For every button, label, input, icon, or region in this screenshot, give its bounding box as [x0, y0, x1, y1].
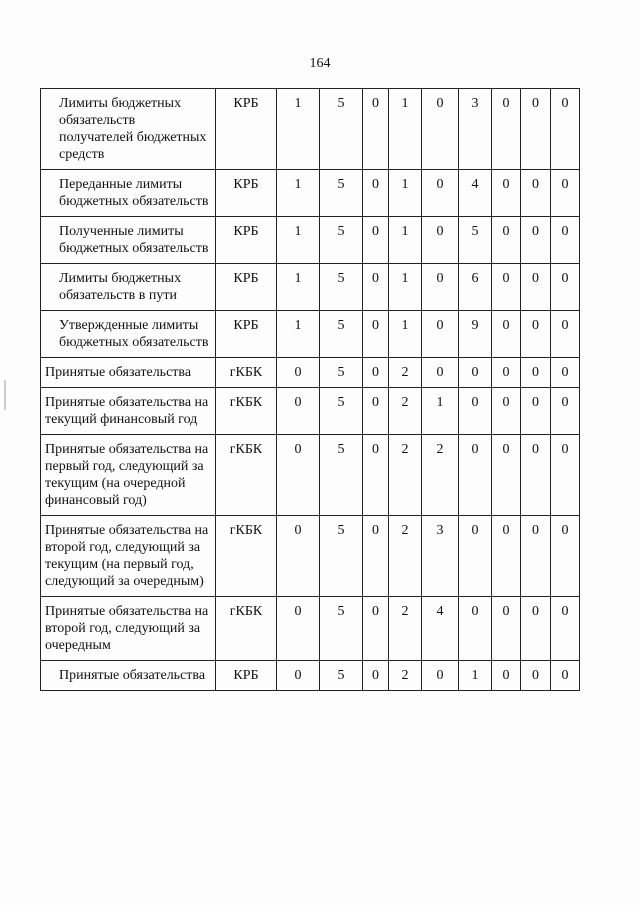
account-digit-cell: 0	[551, 435, 580, 516]
account-digit-cell: 0	[551, 217, 580, 264]
account-digit-cell: 2	[389, 358, 422, 388]
account-digit-cell: 0	[492, 661, 521, 691]
account-digit-cell: 5	[320, 516, 363, 597]
account-digit-cell: 0	[422, 89, 459, 170]
account-digit-cell: 1	[389, 89, 422, 170]
account-digit-cell: 2	[422, 435, 459, 516]
account-digit-cell: 0	[277, 661, 320, 691]
account-name-cell: Переданные лимиты бюджетных обязательств	[41, 170, 216, 217]
account-digit-cell: 0	[422, 661, 459, 691]
account-digit-cell: 0	[363, 264, 389, 311]
account-digit-cell: 2	[389, 435, 422, 516]
account-digit-cell: 5	[320, 264, 363, 311]
account-digit-cell: 0	[277, 435, 320, 516]
scan-edge-mark	[4, 380, 6, 410]
account-code-cell: гКБК	[216, 388, 277, 435]
account-digit-cell: 0	[492, 358, 521, 388]
account-digit-cell: 4	[459, 170, 492, 217]
account-digit-cell: 0	[551, 388, 580, 435]
table-row	[41, 217, 580, 264]
account-digit-cell: 0	[459, 516, 492, 597]
account-name-cell: Принятые обязательства	[41, 358, 216, 388]
account-digit-cell: 0	[277, 358, 320, 388]
account-digit-cell: 1	[389, 311, 422, 358]
account-digit-cell: 0	[551, 516, 580, 597]
table-row	[41, 170, 580, 217]
account-digit-cell: 2	[389, 516, 422, 597]
account-code-cell: КРБ	[216, 170, 277, 217]
account-digit-cell: 0	[492, 388, 521, 435]
account-digit-cell: 0	[363, 170, 389, 217]
account-digit-cell: 0	[363, 597, 389, 661]
account-digit-cell: 1	[277, 311, 320, 358]
account-code-cell: гКБК	[216, 435, 277, 516]
account-digit-cell: 3	[422, 516, 459, 597]
account-digit-cell: 0	[551, 597, 580, 661]
account-code-cell: гКБК	[216, 597, 277, 661]
account-digit-cell: 5	[320, 358, 363, 388]
account-digit-cell: 0	[492, 597, 521, 661]
account-digit-cell: 0	[277, 597, 320, 661]
account-digit-cell: 5	[320, 435, 363, 516]
account-name-cell: Утвержденные лимиты бюджетных обязательств	[41, 311, 216, 358]
account-digit-cell: 0	[492, 516, 521, 597]
account-digit-cell: 0	[551, 358, 580, 388]
account-digit-cell: 0	[363, 516, 389, 597]
account-digit-cell: 0	[492, 435, 521, 516]
table-row	[41, 358, 580, 388]
account-digit-cell: 0	[422, 358, 459, 388]
account-digit-cell: 0	[492, 217, 521, 264]
account-digit-cell: 0	[492, 264, 521, 311]
account-digit-cell: 0	[459, 388, 492, 435]
account-digit-cell: 1	[389, 264, 422, 311]
account-digit-cell: 0	[459, 358, 492, 388]
account-digit-cell: 0	[551, 311, 580, 358]
account-digit-cell: 0	[492, 89, 521, 170]
account-name-cell: Принятые обязательства на второй год, следующий за очередным	[41, 597, 216, 661]
account-digit-cell: 0	[422, 264, 459, 311]
table-row	[41, 661, 580, 691]
account-digit-cell: 0	[363, 388, 389, 435]
account-name-cell: Лимиты бюджетных обязательств в пути	[41, 264, 216, 311]
account-digit-cell: 1	[277, 217, 320, 264]
account-digit-cell: 5	[320, 388, 363, 435]
account-digit-cell: 0	[551, 89, 580, 170]
account-digit-cell: 0	[363, 661, 389, 691]
account-digit-cell: 0	[422, 170, 459, 217]
account-digit-cell: 5	[320, 217, 363, 264]
table-row	[41, 516, 580, 597]
account-digit-cell: 0	[363, 311, 389, 358]
account-digit-cell: 0	[492, 170, 521, 217]
account-digit-cell: 0	[363, 89, 389, 170]
account-digit-cell: 0	[521, 311, 551, 358]
table-row	[41, 597, 580, 661]
account-digit-cell: 0	[521, 597, 551, 661]
account-code-cell: КРБ	[216, 264, 277, 311]
account-name-cell: Принятые обязательства	[41, 661, 216, 691]
account-digit-cell: 2	[389, 597, 422, 661]
account-digit-cell: 0	[422, 311, 459, 358]
account-name-cell: Принятые обязательства на первый год, следующий за текущим (на очередной финансовый год)	[41, 435, 216, 516]
account-digit-cell: 1	[277, 170, 320, 217]
account-name-cell: Принятые обязательства на второй год, следующий за текущим (на первый год, следующий за очередным)	[41, 516, 216, 597]
account-digit-cell: 0	[521, 264, 551, 311]
account-name-cell: Полученные лимиты бюджетных обязательств	[41, 217, 216, 264]
account-digit-cell: 0	[459, 435, 492, 516]
account-digit-cell: 0	[521, 661, 551, 691]
account-digit-cell: 5	[459, 217, 492, 264]
account-digit-cell: 0	[363, 435, 389, 516]
page-number: 164	[309, 56, 331, 71]
account-digit-cell: 5	[320, 170, 363, 217]
account-digit-cell: 3	[459, 89, 492, 170]
account-digit-cell: 4	[422, 597, 459, 661]
account-code-cell: гКБК	[216, 516, 277, 597]
account-code-cell: гКБК	[216, 358, 277, 388]
account-digit-cell: 5	[320, 89, 363, 170]
account-digit-cell: 1	[459, 661, 492, 691]
account-digit-cell: 1	[277, 89, 320, 170]
accounts-table	[40, 88, 580, 691]
account-digit-cell: 9	[459, 311, 492, 358]
account-digit-cell: 0	[459, 597, 492, 661]
account-digit-cell: 5	[320, 661, 363, 691]
account-name-cell: Принятые обязательства на текущий финансовый год	[41, 388, 216, 435]
account-digit-cell: 0	[521, 217, 551, 264]
account-digit-cell: 0	[277, 516, 320, 597]
account-code-cell: КРБ	[216, 89, 277, 170]
account-digit-cell: 0	[492, 311, 521, 358]
account-digit-cell: 1	[389, 170, 422, 217]
account-digit-cell: 0	[521, 89, 551, 170]
account-digit-cell: 0	[422, 217, 459, 264]
account-digit-cell: 1	[422, 388, 459, 435]
account-digit-cell: 1	[389, 217, 422, 264]
account-digit-cell: 2	[389, 388, 422, 435]
account-code-cell: КРБ	[216, 311, 277, 358]
account-digit-cell: 6	[459, 264, 492, 311]
table-row	[41, 388, 580, 435]
account-name-cell: Лимиты бюджетных обязательств получателей бюджетных средств	[41, 89, 216, 170]
table-row	[41, 89, 580, 170]
account-digit-cell: 0	[551, 170, 580, 217]
table-row	[41, 311, 580, 358]
account-code-cell: КРБ	[216, 661, 277, 691]
account-code-cell: КРБ	[216, 217, 277, 264]
account-digit-cell: 0	[363, 358, 389, 388]
account-digit-cell: 0	[277, 388, 320, 435]
account-digit-cell: 0	[521, 388, 551, 435]
account-digit-cell: 2	[389, 661, 422, 691]
account-digit-cell: 1	[277, 264, 320, 311]
account-digit-cell: 0	[521, 358, 551, 388]
account-digit-cell: 0	[521, 170, 551, 217]
account-digit-cell: 0	[521, 516, 551, 597]
account-digit-cell: 5	[320, 597, 363, 661]
account-digit-cell: 0	[363, 217, 389, 264]
table-row	[41, 435, 580, 516]
table-row	[41, 264, 580, 311]
account-digit-cell: 0	[521, 435, 551, 516]
account-digit-cell: 0	[551, 264, 580, 311]
account-digit-cell: 0	[551, 661, 580, 691]
account-digit-cell: 5	[320, 311, 363, 358]
